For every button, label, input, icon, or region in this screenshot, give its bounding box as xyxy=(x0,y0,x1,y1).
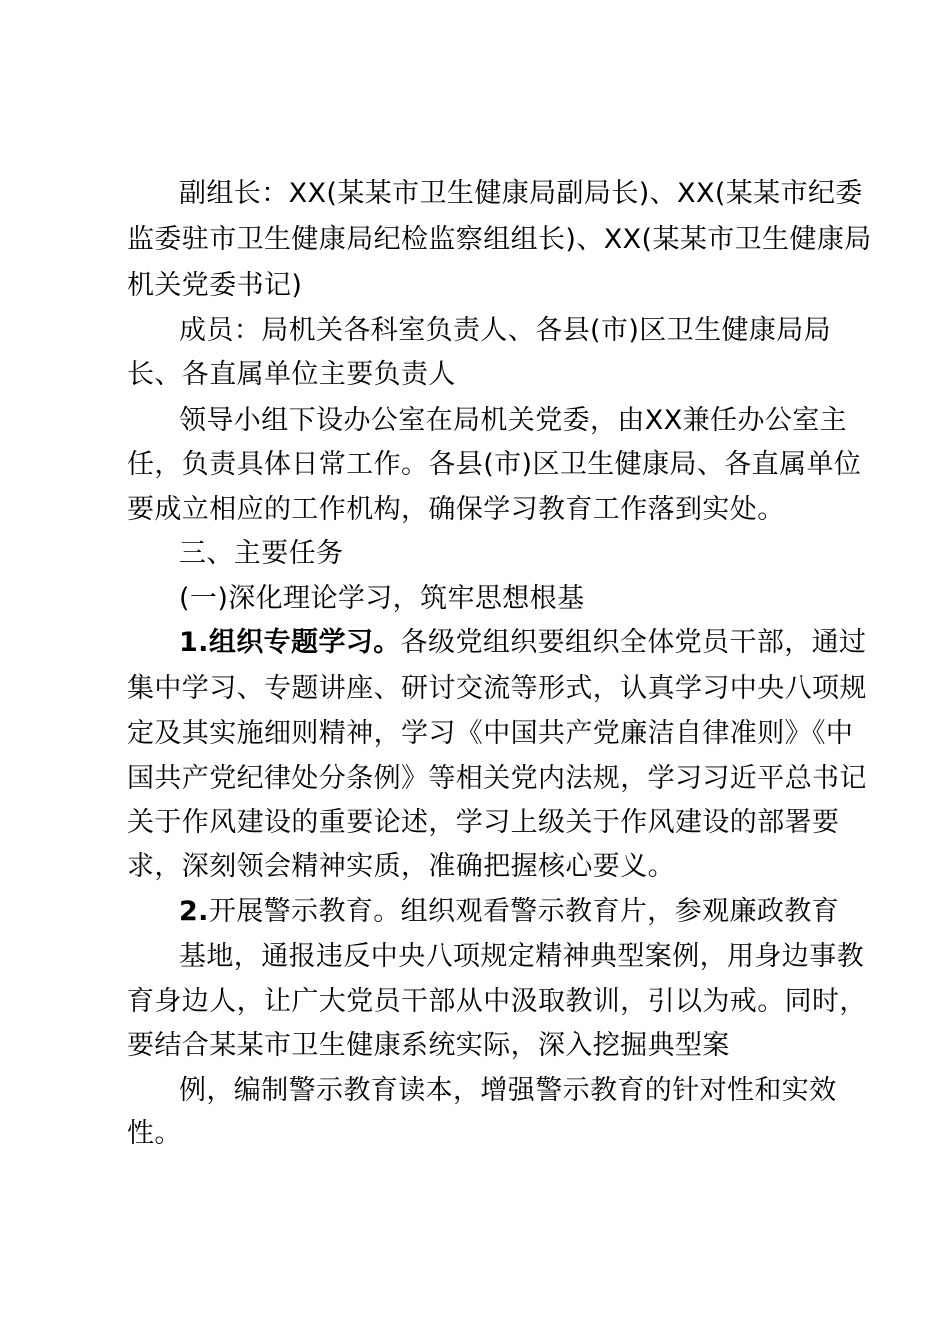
item2-line-1-text: 开展警示教育。组织观看警示教育片，参观廉政教育 xyxy=(208,896,840,927)
item1-line-2: 集中学习、专题讲座、研讨交流等形式，认真学习中央八项规 xyxy=(127,673,867,704)
item2-line-2: 基地，通报违反中央八项规定精神典型案例，用身边事教 xyxy=(179,941,864,972)
subsection-heading: (一)深化理论学习，筑牢思想根基 xyxy=(179,583,585,614)
item1-line-3: 定及其实施细则精神，学习《中国共产党廉洁自律准则》《中 xyxy=(127,718,854,749)
item1-line-6: 求，深刻领会精神实质，准确把握核心要义。 xyxy=(127,851,675,882)
office-line-3: 要成立相应的工作机构，确保学习教育工作落到实处。 xyxy=(127,494,785,525)
item2-line-1 xyxy=(179,894,839,930)
deputy-leader-line-1: 副组长：XX(某某市卫生健康局副局长)、XX(某某市纪委 xyxy=(179,178,863,209)
item2-line-6: 性。 xyxy=(127,1118,182,1149)
office-line-1: 领导小组下设办公室在局机关党委，由XX兼任办公室主 xyxy=(179,405,847,436)
section-heading: 三、主要任务 xyxy=(179,538,344,569)
item1-line-1 xyxy=(179,625,866,661)
item2-line-5: 例，编制警示教育读本，增强警示教育的针对性和实效 xyxy=(179,1075,837,1106)
office-line-2: 任，负责具体日常工作。各县(市)区卫生健康局、各直属单位 xyxy=(127,449,862,480)
item2-number: 2. xyxy=(179,896,209,927)
item2-line-4: 要结合某某市卫生健康系统实际，深入挖掘典型案 xyxy=(127,1030,730,1061)
deputy-leader-line-3: 机关党委书记) xyxy=(127,270,303,301)
members-line-1: 成员：局机关各科室负责人、各县(市)区卫生健康局局 xyxy=(179,315,832,346)
item1-line-5: 关于作风建设的重要论述，学习上级关于作风建设的部署要 xyxy=(127,807,840,838)
members-line-2: 长、各直属单位主要负责人 xyxy=(127,359,456,390)
item1-line-4: 国共产党纪律处分条例》等相关党内法规，学习习近平总书记 xyxy=(127,763,867,794)
item1-title: 1.组织专题学习。 xyxy=(179,627,401,658)
deputy-leader-line-2: 监委驻市卫生健康局纪检监察组组长)、XX(某某市卫生健康局 xyxy=(127,224,872,255)
item1-line-1-text: 各级党组织要组织全体党员干部，通过 xyxy=(400,627,867,658)
item2-line-3: 育身边人，让广大党员干部从中汲取教训，引以为戒。同时， xyxy=(127,986,867,1017)
